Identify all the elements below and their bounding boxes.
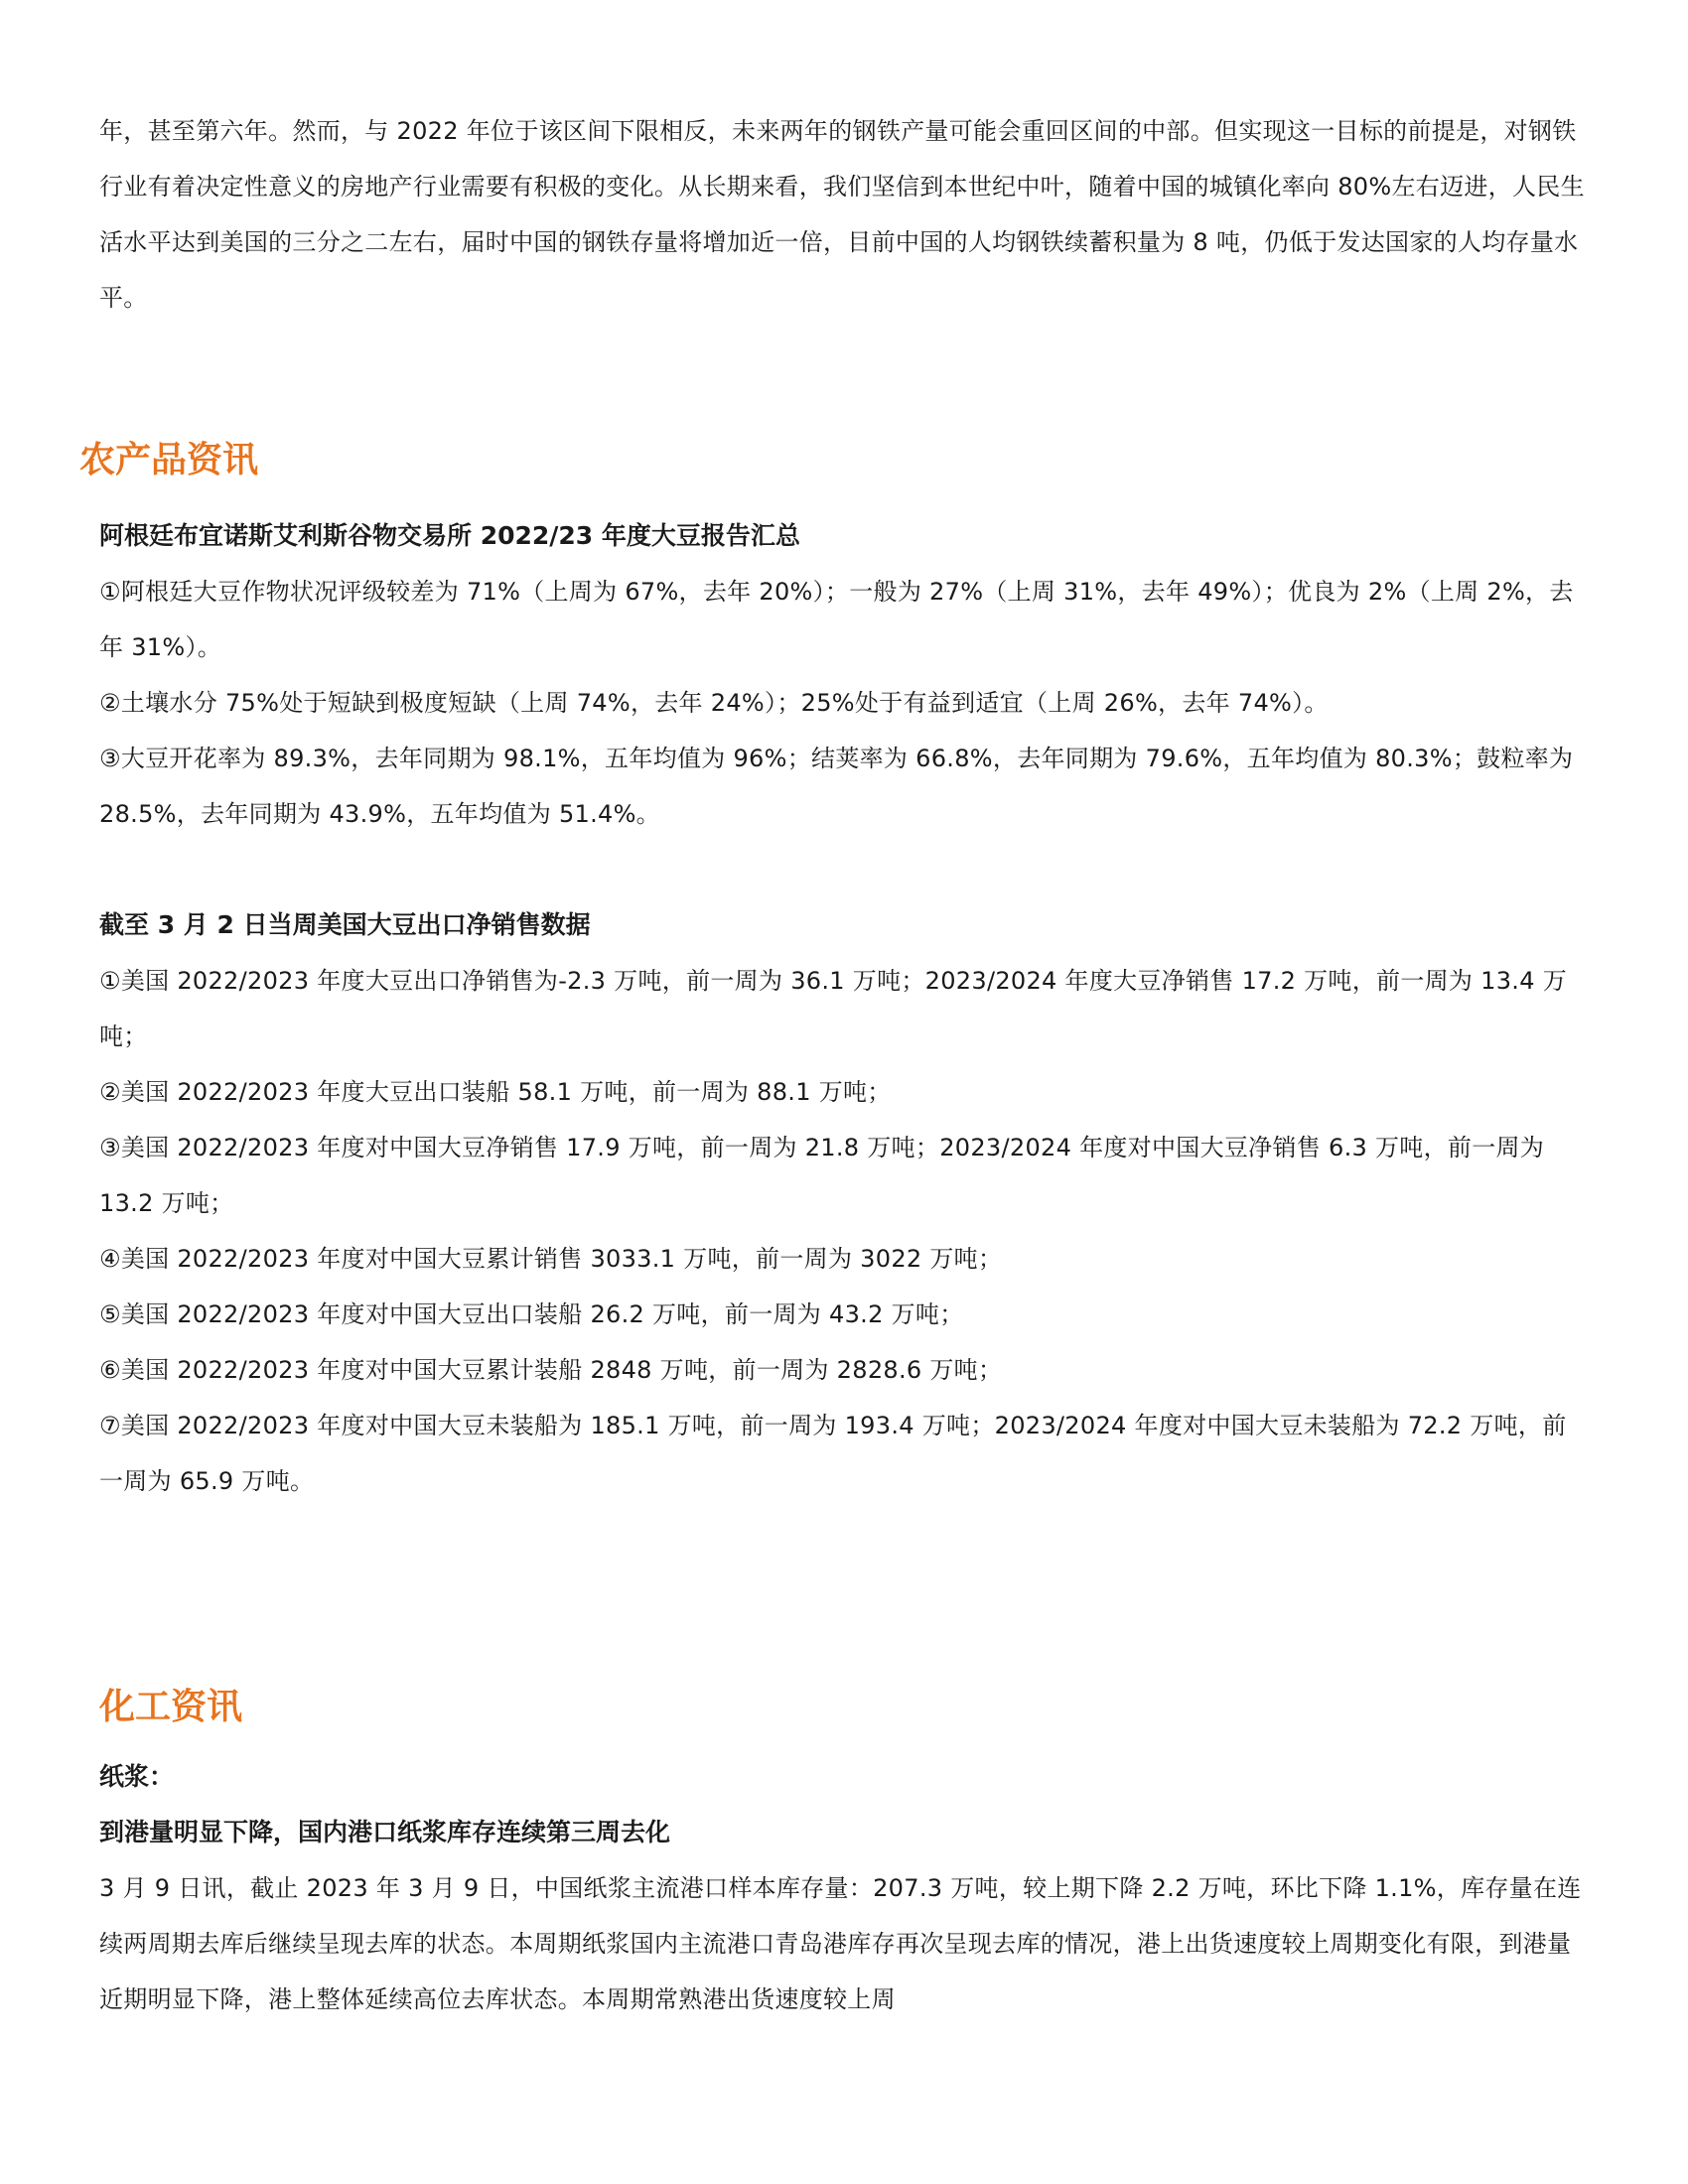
agri-section-title: 农产品资讯 <box>79 440 259 480</box>
intro-paragraph: 年，甚至第六年。然而，与 2022 年位于该区间下限相反，未来两年的钢铁产量可能会重回区间的中部。但实现这一目标的前提是，对钢铁行业有着决定性意义的房地产行业需要有积极的变化。从长期来看，我们坚信到本世纪中叶，随着中国的城镇化率向 80%左右迈进，人民生活水平达到美国的三分之二左右，届时中国的钢铁存量将增加近一倍，目前中国的人均钢铁续蓄积量为 8 吨，仍低于发达国家的人均存量水平。 <box>99 117 1585 312</box>
chem-section-title: 化工资讯 <box>99 1687 243 1727</box>
agri-report-2-item: ⑥美国 2022/2023 年度对中国大豆累计装船 2848 万吨，前一周为 2828.6 万吨； <box>99 1356 1003 1384</box>
agri-report-1 <box>99 508 1589 842</box>
agri-report-2-item: ④美国 2022/2023 年度对中国大豆累计销售 3033.1 万吨，前一周为 3022 万吨； <box>99 1245 1003 1273</box>
intro-section <box>99 103 1589 326</box>
agri-report-2-item: ⑦美国 2022/2023 年度对中国大豆未装船为 185.1 万吨，前一周为 193.4 万吨；2023/2024 年度对中国大豆未装船为 72.2 万吨，前一周为 65.9 万吨。 <box>99 1412 1567 1495</box>
chem-section <box>99 1749 1589 2027</box>
agri-report-1-heading: 阿根廷布宜诺斯艾利斯谷物交易所 2022/23 年度大豆报告汇总 <box>99 521 800 550</box>
chem-headline: 到港量明显下降，国内港口纸浆库存连续第三周去化 <box>99 1818 671 1846</box>
agri-report-2-heading: 截至 3 月 2 日当周美国大豆出口净销售数据 <box>99 910 591 939</box>
chem-paragraph: 3 月 9 日讯，截止 2023 年 3 月 9 日，中国纸浆主流港口样本库存量：207.3 万吨，较上期下降 2.2 万吨，环比下降 1.1%，库存量在连续两周期去库后继续呈现去库的状态。本周期纸浆国内主流港口青岛港库存再次呈现去库的情况，港上出货速度较上周期变化有限，到港量近期明显下降，港上整体延续高位去库状态。本周期常熟港出货速度较上周 <box>99 1874 1582 2013</box>
agri-report-2-item: ①美国 2022/2023 年度大豆出口净销售为-2.3 万吨，前一周为 36.1 万吨；2023/2024 年度大豆净销售 17.2 万吨，前一周为 13.4 万吨； <box>99 967 1568 1050</box>
agri-report-1-item: ①阿根廷大豆作物状况评级较差为 71%（上周为 67%，去年 20%）；一般为 27%（上周 31%，去年 49%）；优良为 2%（上周 2%，去年 31%）。 <box>99 578 1574 661</box>
chem-category-label: 纸浆： <box>99 1762 175 1791</box>
agri-report-1-item: ②土壤水分 75%处于短缺到极度短缺（上周 74%，去年 24%）；25%处于有益到适宜（上周 26%，去年 74%）。 <box>99 689 1329 717</box>
agri-report-2-item: ⑤美国 2022/2023 年度对中国大豆出口装船 26.2 万吨，前一周为 43.2 万吨； <box>99 1300 964 1328</box>
agri-report-1-item: ③大豆开花率为 89.3%，去年同期为 98.1%，五年均值为 96%；结荚率为 66.8%，去年同期为 79.6%，五年均值为 80.3%；鼓粒率为 28.5%，去年同期为 43.9%，五年均值为 51.4%。 <box>99 745 1574 828</box>
agri-report-2-item: ②美国 2022/2023 年度大豆出口装船 58.1 万吨，前一周为 88.1 万吨； <box>99 1078 892 1106</box>
agri-report-2-item: ③美国 2022/2023 年度对中国大豆净销售 17.9 万吨，前一周为 21.8 万吨；2023/2024 年度对中国大豆净销售 6.3 万吨，前一周为 13.2 万吨； <box>99 1134 1545 1217</box>
agri-report-2 <box>99 897 1589 1509</box>
